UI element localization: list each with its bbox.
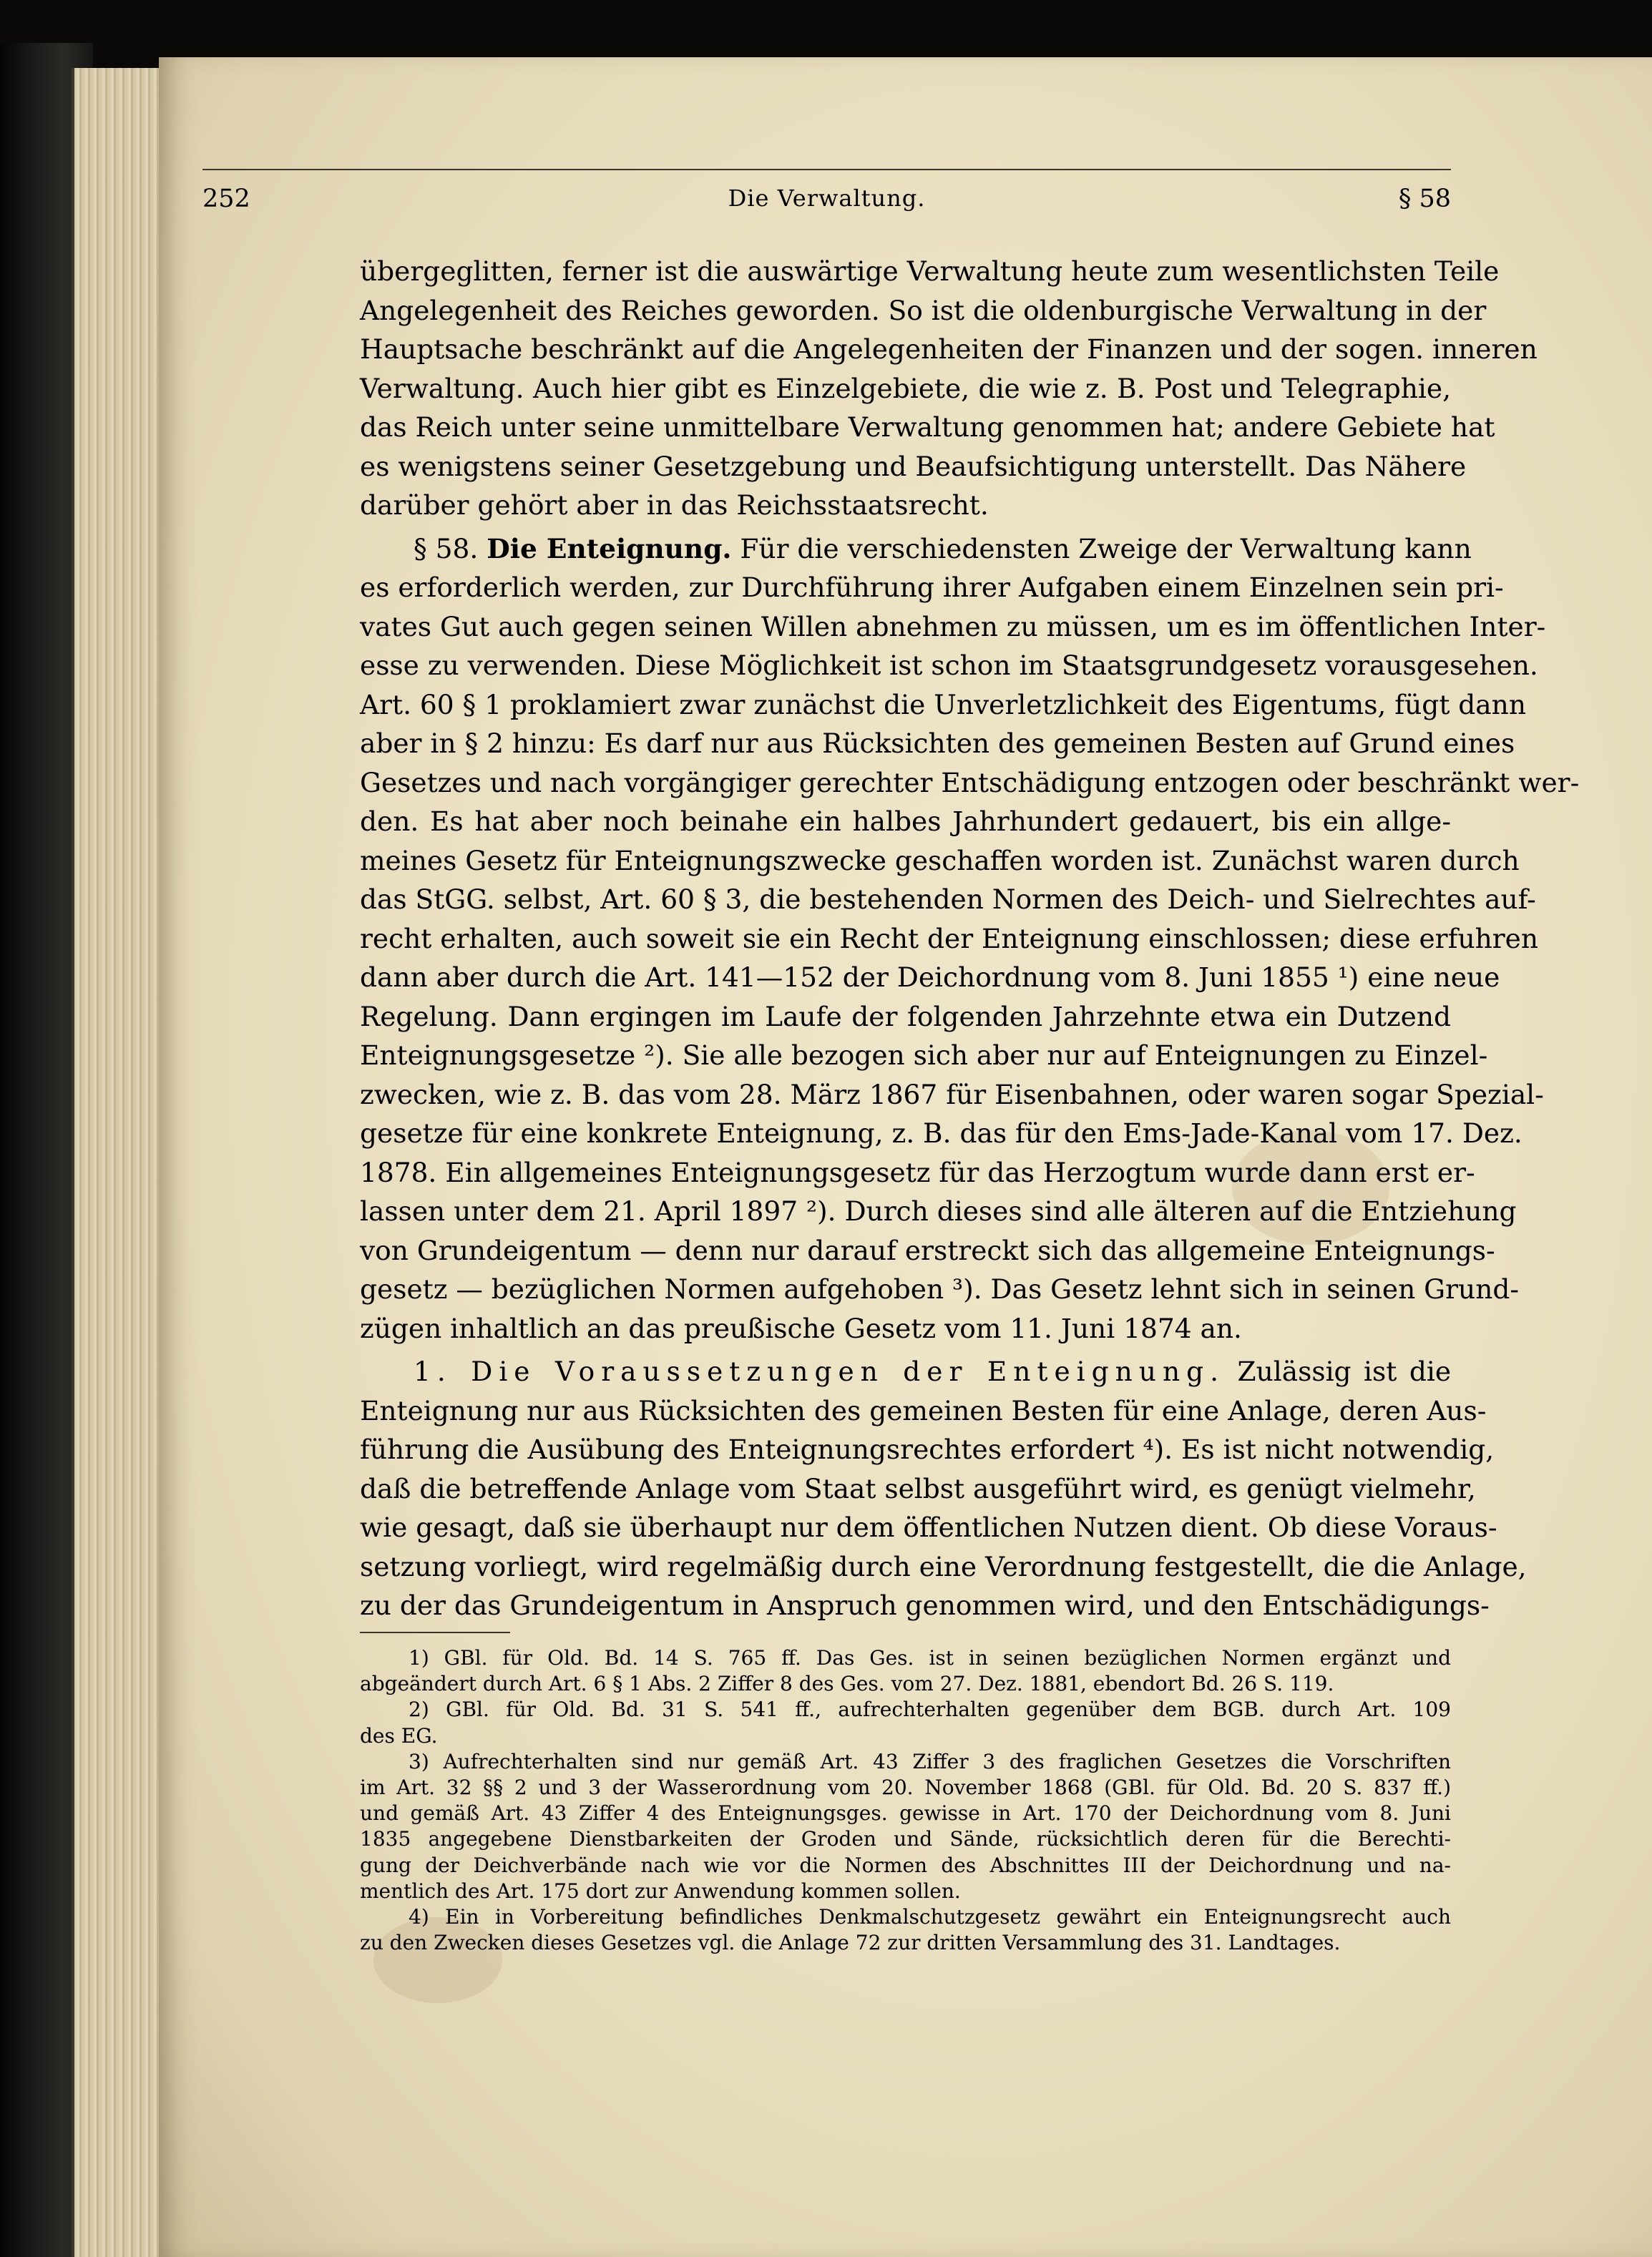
text-fragment: Für die verschiedensten Zweige der Verwaltung kann [740, 532, 1472, 564]
text-line: lassen unter dem 21. April 1897 ²). Durch dieses sind alle älteren auf die Entziehung [360, 1195, 1517, 1227]
text-line: von Grundeigentum — denn nur darauf erstreckt sich das allgemeine Enteignungs- [360, 1234, 1495, 1266]
footnote-2 [360, 1697, 1451, 1748]
page-edges [72, 68, 167, 2257]
footnote-line: 1835 angegebene Dienstbarkeiten der Groden und Sände, rücksichtlich deren für die Berechti- [360, 1827, 1451, 1851]
text-line: Enteignung nur aus Rücksichten des gemeinen Besten für eine Anlage, deren Aus- [360, 1394, 1487, 1426]
subsection-heading: 1. Die Voraussetzungen der Enteignung. [414, 1356, 1226, 1387]
paragraph-section-58 [360, 529, 1580, 1348]
text-line: Gesetzes und nach vorgängiger gerechter Entschädigung entzogen oder beschränkt wer- [360, 766, 1580, 798]
footnote-line: 2) GBl. für Old. Bd. 31 S. 541 ff., aufrechterhalten gegenüber dem BGB. durch Art. 109 [409, 1698, 1451, 1722]
footnote-line: abgeändert durch Art. 6 § 1 Abs. 2 Ziffer 8 des Ges. vom 27. Dez. 1881, ebendort Bd. 26 S. 119. [360, 1672, 1334, 1696]
text-fragment: Zulässig ist die [1237, 1356, 1452, 1387]
footnote-line: 1) GBl. für Old. Bd. 14 S. 765 ff. Das Ges. ist in seinen bezüglichen Normen ergänzt und [409, 1646, 1451, 1670]
text-line: es wenigstens seiner Gesetzgebung und Beaufsichtigung unterstellt. Das Nähere [360, 450, 1467, 482]
footnote-line: im Art. 32 §§ 2 und 3 der Wasserordnung vom 20. November 1868 (GBl. für Old. Bd. 20 S. 837 ff.) [360, 1775, 1451, 1799]
footnote-1 [360, 1645, 1451, 1697]
text-line: Angelegenheit des Reiches geworden. So ist die oldenburgische Verwaltung in der [360, 294, 1487, 326]
text-line: den. Es hat aber noch beinahe ein halbes Jahrhundert gedauert, bis ein allge- [360, 806, 1451, 837]
text-line: das Reich unter seine unmittelbare Verwaltung genommen hat; andere Gebiete hat [360, 411, 1495, 443]
footnote-line: mentlich des Art. 175 dort zur Anwendung kommen sollen. [360, 1879, 961, 1903]
text-line: setzung vorliegt, wird regelmäßig durch eine Verordnung festgestellt, die die Anlage, [360, 1550, 1527, 1582]
footnote-rule [360, 1632, 510, 1633]
footnote-line: zu den Zwecken dieses Gesetzes vgl. die Anlage 72 zur dritten Versammlung des 31. Landtages. [360, 1931, 1341, 1955]
body-text [360, 252, 1580, 1625]
section-heading: Die Enteignung. [487, 532, 732, 564]
text-line: gesetze für eine konkrete Enteignung, z. B. das für den Ems-Jade-Kanal vom 17. Dez. [360, 1117, 1523, 1149]
footnote-line: gung der Deichverbände nach wie vor die Normen des Abschnittes III der Deichordnung und na- [360, 1853, 1451, 1877]
text-line: Enteignungsgesetze ²). Sie alle bezogen sich aber nur auf Enteignungen zu Einzel- [360, 1039, 1488, 1071]
text-line: darüber gehört aber in das Reichsstaatsrecht. [360, 489, 989, 521]
running-title: Die Verwaltung. [728, 185, 926, 212]
text-line: esse zu verwenden. Diese Möglichkeit ist schon im Staatsgrundgesetz vorausgesehen. [360, 650, 1538, 681]
text-line: zügen inhaltlich an das preußische Gesetz vom 11. Juni 1874 an. [360, 1312, 1242, 1344]
section-marker: § 58 [1398, 185, 1451, 213]
text-line: meines Gesetz für Enteignungszwecke geschaffen worden ist. Zunächst waren durch [360, 844, 1520, 876]
page-number: 252 [202, 185, 250, 213]
text-line: aber in § 2 hinzu: Es darf nur aus Rücksichten des gemeinen Besten auf Grund eines [360, 728, 1515, 759]
text-line: führung die Ausübung des Enteignungsrechtes erfordert ⁴). Es ist nicht notwendig, [360, 1434, 1495, 1465]
text-line: das StGG. selbst, Art. 60 § 3, die bestehenden Normen des Deich- und Sielrechtes auf- [360, 883, 1536, 915]
text-line: vates Gut auch gegen seinen Willen abnehmen zu müssen, um es im öffentlichen Inter- [360, 610, 1546, 642]
section-first-line [360, 529, 1472, 569]
paragraph-intro [360, 252, 1538, 525]
page-header [202, 126, 1451, 213]
text-line: recht erhalten, auch soweit sie ein Recht der Enteignung einschlossen; diese erfuhren [360, 922, 1539, 954]
footnote-3 [360, 1749, 1451, 1904]
text-line: übergeglitten, ferner ist die auswärtige Verwaltung heute zum wesentlichsten Teile [360, 255, 1500, 287]
text-line: wie gesagt, daß sie überhaupt nur dem öffentlichen Nutzen dient. Ob diese Voraus- [360, 1512, 1497, 1543]
text-line: Art. 60 § 1 proklamiert zwar zunächst die Unverletzlichkeit des Eigentums, fügt dann [360, 688, 1526, 720]
text-line: gesetz — bezüglichen Normen aufgehoben ³). Das Gesetz lehnt sich in seinen Grund- [360, 1273, 1520, 1305]
text-line: Verwaltung. Auch hier gibt es Einzelgebiete, die wie z. B. Post und Telegraphie, [360, 372, 1451, 404]
footnote-line: des EG. [360, 1723, 438, 1748]
text-line: zwecken, wie z. B. das vom 28. März 1867 für Eisenbahnen, oder waren sogar Spezial- [360, 1078, 1544, 1110]
footnotes [360, 1645, 1451, 1956]
footnote-4 [360, 1904, 1451, 1956]
text-line: dann aber durch die Art. 141—152 der Deichordnung vom 8. Juni 1855 ¹) eine neue [360, 961, 1500, 993]
text-line: zu der das Grundeigentum in Anspruch genommen wird, und den Entschädigungs- [360, 1590, 1490, 1621]
section-number: § 58. [414, 532, 479, 564]
subsection-first-line [360, 1352, 1451, 1391]
text-line: Regelung. Dann ergingen im Laufe der folgenden Jahrzehnte etwa ein Dutzend [360, 1000, 1451, 1032]
paragraph-subsection-1 [360, 1352, 1527, 1625]
footnote-line: und gemäß Art. 43 Ziffer 4 des Enteignungsges. gewisse in Art. 170 der Deichordnung vom 8. Juni [360, 1801, 1451, 1826]
text-line: Hauptsache beschränkt auf die Angelegenheiten der Finanzen und der sogen. inneren [360, 333, 1538, 365]
text-line: es erforderlich werden, zur Durchführung ihrer Aufgaben einem Einzelnen sein pri- [360, 572, 1504, 603]
footnote-line: 4) Ein in Vorbereitung befindliches Denkmalschutzgesetz gewährt ein Enteignungsrecht auch [409, 1904, 1451, 1929]
footnote-line: 3) Aufrechterhalten sind nur gemäß Art. 43 Ziffer 3 des fraglichen Gesetzes die Vorschriften [409, 1749, 1451, 1773]
text-line: 1878. Ein allgemeines Enteignungsgesetz für das Herzogtum wurde dann erst er- [360, 1156, 1475, 1188]
text-line: daß die betreffende Anlage vom Staat selbst ausgeführt wird, es genügt vielmehr, [360, 1472, 1476, 1504]
